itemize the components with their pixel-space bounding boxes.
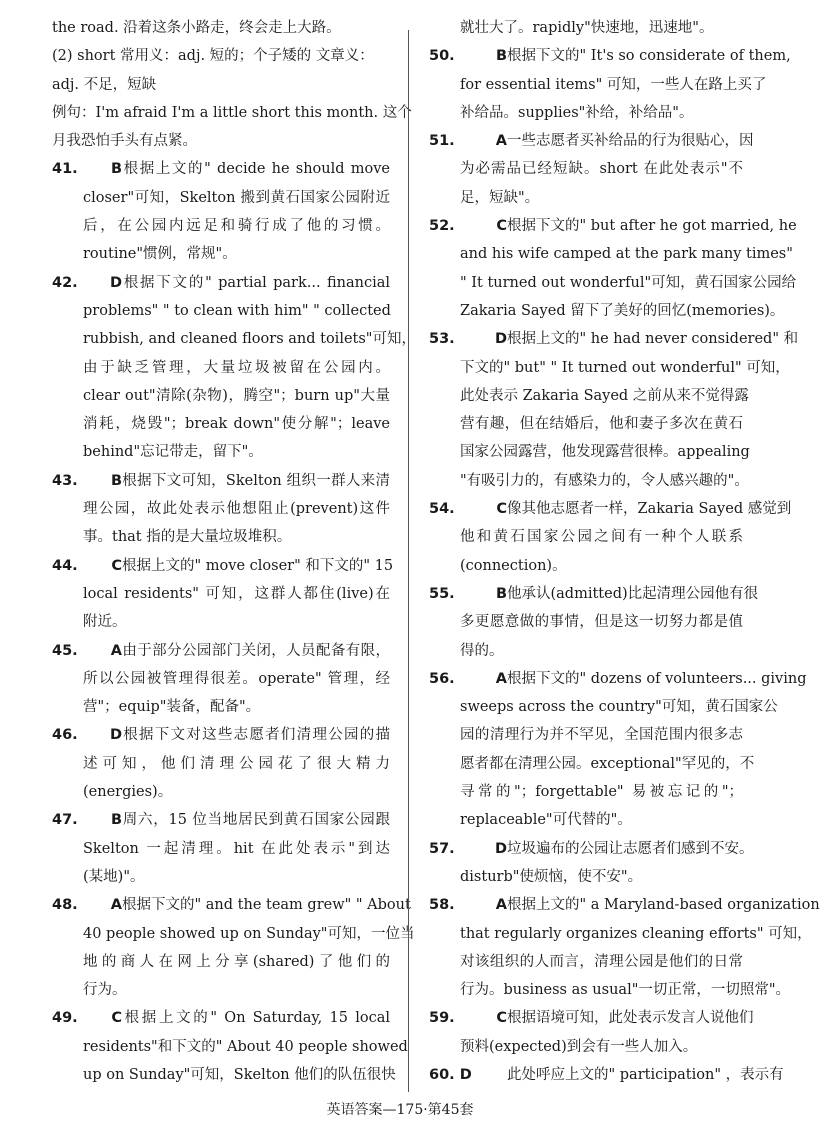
- text-line: [52, 948, 390, 976]
- line-text: 根据上文的" he had never considered" 和: [507, 331, 799, 348]
- text-line: [52, 99, 412, 127]
- answer-number: 43. B: [52, 472, 122, 489]
- text-line: [52, 212, 390, 240]
- text-line: [429, 410, 743, 438]
- line-text: 理公园，故此处表示他想阻止(prevent)这件: [83, 501, 390, 518]
- answer-item-line: [429, 835, 754, 863]
- text-line: [52, 1061, 396, 1089]
- text-line: [52, 325, 416, 353]
- line-text: 下文的" but" " It turned out wonderful" 可知，: [460, 359, 790, 376]
- answer-item-line: [52, 467, 390, 495]
- text-line: [429, 14, 743, 42]
- line-text: 由于部分公园部门关闭，人员配备有限，: [122, 642, 390, 659]
- line-text: 像其他志愿者一样，Zakaria Sayed 感觉到: [507, 501, 792, 518]
- line-text: up on Sunday"可知，Skelton 他们的队伍很快: [83, 1066, 396, 1083]
- line-text: 事。that 指的是大量垃圾堆积。: [83, 529, 292, 546]
- answer-number: 49. C: [52, 1010, 122, 1027]
- answer-number: 59. C: [429, 1010, 507, 1027]
- text-line: [52, 14, 390, 42]
- line-text: 垃圾遍布的公园让志愿者们感到不安。: [507, 840, 754, 857]
- text-line: [52, 297, 390, 325]
- right-column: [429, 14, 820, 1089]
- answer-item-line: [429, 495, 792, 523]
- answer-number: 52. C: [429, 218, 507, 235]
- line-text: " It turned out wonderful"可知，黄石国家公园给: [460, 274, 797, 291]
- text-line: [429, 240, 793, 268]
- text-line: [52, 184, 390, 212]
- line-text: 为必需品已经短缺。short 在此处表示"不: [460, 161, 743, 178]
- text-line: [52, 354, 390, 382]
- answer-item-line: [52, 269, 390, 297]
- answer-number: 44. C: [52, 557, 122, 574]
- line-text: 园的清理行为并不罕见，全国范围内很多志: [460, 727, 743, 744]
- line-text: (2) short 常用义：adj. 短的；个子矮的 文章义：: [52, 48, 374, 65]
- answer-item-line: [429, 891, 820, 919]
- line-text: 对该组织的人而言，清理公园是他们的日常: [460, 953, 743, 970]
- line-text: for essential items" 可知，一些人在路上买了: [460, 76, 767, 93]
- line-text: "有吸引力的，有感染力的，令人感兴趣的"。: [460, 472, 749, 489]
- column-divider: [408, 30, 409, 1092]
- text-line: [429, 382, 749, 410]
- answer-number: 50. B: [429, 48, 507, 65]
- line-text: 营有趣，但在结婚后，他和妻子多次在黄石: [460, 416, 743, 433]
- text-line: [52, 580, 390, 608]
- text-line: [52, 665, 390, 693]
- text-line: [429, 297, 785, 325]
- text-line: [52, 438, 390, 466]
- answer-number: 57. D: [429, 840, 507, 857]
- line-text: 愿者都在清理公园。exceptional"罕见的，不: [460, 755, 755, 772]
- line-text: replaceable"可代替的"。: [460, 812, 632, 829]
- answer-item-line: [429, 1061, 784, 1089]
- line-text: closer"可知，Skelton 搬到黄石国家公园附近: [83, 189, 390, 206]
- answer-item-line: [429, 212, 797, 240]
- line-text: residents"和下文的" About 40 people showed: [83, 1038, 408, 1055]
- text-line: [429, 184, 743, 212]
- line-text: 根据上文的" move closer" 和下文的" 15: [122, 557, 394, 574]
- text-line: [52, 863, 390, 891]
- answer-item-line: [429, 1004, 754, 1032]
- text-line: [429, 354, 790, 382]
- text-line: [52, 382, 390, 410]
- line-text: 消耗，烧毁"；break down"使分解"；leave: [83, 416, 390, 433]
- line-text: 所以公园被管理得很差。operate" 管理，经: [83, 670, 390, 687]
- line-text: 根据下文的" and the team grew" " About: [122, 897, 411, 914]
- text-line: [52, 920, 415, 948]
- text-line: [429, 976, 791, 1004]
- line-text: routine"惯例，常规"。: [83, 246, 237, 263]
- line-text: 根据上文的" decide he should move: [122, 161, 390, 178]
- answer-number: 42. D: [52, 274, 122, 291]
- line-text: 就壮大了。rapidly"快速地，迅速地"。: [460, 20, 714, 36]
- line-text: (energies)。: [83, 784, 173, 801]
- text-line: [429, 523, 743, 551]
- line-text: 后，在公园内远足和骑行成了他的习惯。: [83, 218, 390, 235]
- line-text: 得的。: [460, 642, 504, 659]
- answer-item-line: [52, 891, 411, 919]
- line-text: (某地)"。: [83, 868, 145, 885]
- page-footer: 英语答案—175·第45套: [326, 1102, 474, 1118]
- line-text: 根据下文对这些志愿者们清理公园的描: [122, 727, 390, 744]
- answer-item-line: [429, 325, 799, 353]
- text-line: [429, 467, 749, 495]
- line-text: adj. 不足，短缺: [52, 76, 157, 93]
- line-text: 寻常的"；forgettable" 易被忘记的"；: [460, 784, 743, 801]
- line-text: 他承认(admitted)比起清理公园他有很: [507, 585, 759, 602]
- line-text: 月我恐怕手头有点紧。: [52, 133, 197, 150]
- answer-number: 53. D: [429, 331, 507, 348]
- line-text: rubbish, and cleaned floors and toilets"可知，: [83, 331, 416, 348]
- text-line: [52, 693, 390, 721]
- text-line: [52, 240, 390, 268]
- answer-item-line: [429, 665, 807, 693]
- line-text: 例句：I'm afraid I'm a little short this month. 这个: [52, 104, 412, 121]
- text-line: [429, 552, 743, 580]
- line-text: 根据上文的" a Maryland-based organization: [507, 897, 820, 914]
- line-text: 此处呼应上文的" participation" ，表示有: [507, 1066, 784, 1083]
- line-text: 40 people showed up on Sunday"可知，一位当: [83, 925, 415, 942]
- line-text: 足，短缺"。: [460, 189, 540, 206]
- text-line: [52, 71, 390, 99]
- answer-item-line: [429, 127, 754, 155]
- line-text: clear out"清除(杂物)，腾空"；burn up"大量: [83, 387, 390, 404]
- text-line: [429, 608, 743, 636]
- line-text: 补给品。supplies"补给，补给品"。: [460, 104, 694, 121]
- answer-number: 60. D: [429, 1066, 472, 1083]
- left-column: [52, 14, 416, 1089]
- line-text: 根据下文的" dozens of volunteers... giving: [507, 670, 807, 687]
- line-text: 他和黄石国家公园之间有一种个人联系: [460, 529, 743, 546]
- text-line: [429, 863, 743, 891]
- text-line: [52, 750, 390, 778]
- line-text: 根据上文的" On Saturday, 15 local: [122, 1010, 390, 1027]
- text-line: [429, 99, 743, 127]
- text-line: [429, 778, 743, 806]
- answer-number: 46. D: [52, 727, 122, 744]
- answer-number: 47. B: [52, 812, 122, 829]
- text-line: [429, 693, 778, 721]
- answer-item-line: [52, 552, 394, 580]
- line-text: 根据下文的" but after he got married, he: [507, 218, 797, 235]
- text-line: [429, 637, 743, 665]
- text-line: [429, 920, 812, 948]
- answer-number: 41. B: [52, 161, 122, 178]
- line-text: 根据下文的" partial park... financial: [122, 274, 390, 291]
- text-line: [429, 269, 797, 297]
- line-text: 地的商人在网上分享(shared)了他们的: [83, 953, 390, 970]
- line-text: 多更愿意做的事情，但是这一切努力都是值: [460, 614, 743, 631]
- answer-number: 58. A: [429, 897, 507, 914]
- line-text: problems" " to clean with him" " collected: [83, 302, 391, 319]
- line-text: and his wife camped at the park many times": [460, 246, 793, 263]
- line-text: sweeps across the country"可知，黄石国家公: [460, 699, 778, 716]
- line-text: 此处表示 Zakaria Sayed 之前从来不觉得露: [460, 387, 749, 404]
- line-text: 根据下文可知，Skelton 组织一群人来清: [122, 472, 390, 489]
- line-text: 根据下文的" It's so considerate of them,: [507, 48, 791, 65]
- text-line: [52, 835, 390, 863]
- answer-item-line: [52, 1004, 390, 1032]
- line-text: 预料(expected)到会有一些人加入。: [460, 1038, 698, 1055]
- text-line: [429, 806, 743, 834]
- answer-item-line: [429, 42, 791, 70]
- text-line: [429, 71, 767, 99]
- answer-item-line: [52, 637, 390, 665]
- text-line: [52, 1033, 408, 1061]
- answer-number: 45. A: [52, 642, 122, 659]
- text-line: [52, 608, 390, 636]
- line-text: local residents" 可知，这群人都住(live)在: [83, 585, 390, 602]
- answer-item-line: [52, 806, 390, 834]
- line-text: (connection)。: [460, 557, 567, 574]
- answer-number: 54. C: [429, 501, 507, 518]
- line-text: 国家公园露营，他发现露营很棒。appealing: [460, 444, 750, 461]
- line-text: disturb"使烦恼，使不安"。: [460, 868, 643, 885]
- text-line: [52, 778, 390, 806]
- line-text: that regularly organizes cleaning efforts" 可知，: [460, 925, 812, 942]
- line-text: 附近。: [83, 614, 127, 631]
- line-text: 由于缺乏管理，大量垃圾被留在公园内。: [83, 359, 390, 376]
- text-line: [52, 410, 390, 438]
- text-line: [429, 750, 755, 778]
- line-text: the road. 沿着这条小路走，终会走上大路。: [52, 20, 341, 36]
- line-text: 行为。: [83, 982, 127, 999]
- text-line: [52, 523, 390, 551]
- answer-number: 48. A: [52, 897, 122, 914]
- text-line: [429, 721, 743, 749]
- line-text: 根据语境可知，此处表示发言人说他们: [507, 1010, 754, 1027]
- answer-item-line: [52, 155, 390, 183]
- text-line: [429, 948, 743, 976]
- line-text: 行为。business as usual"一切正常，一切照常"。: [460, 982, 791, 999]
- text-line: [52, 127, 390, 155]
- text-line: [52, 976, 390, 1004]
- answer-number: 51. A: [429, 133, 507, 150]
- text-line: [52, 495, 390, 523]
- answer-number: 56. A: [429, 670, 507, 687]
- text-line: [52, 42, 390, 70]
- line-text: 营"；equip"装备，配备"。: [83, 699, 261, 716]
- line-text: Skelton 一起清理。hit 在此处表示"到达: [83, 840, 390, 857]
- line-text: Zakaria Sayed 留下了美好的回忆(memories)。: [460, 302, 785, 319]
- text-line: [429, 155, 743, 183]
- answer-number: 55. B: [429, 585, 507, 602]
- answer-item-line: [52, 721, 390, 749]
- line-text: 述可知，他们清理公园花了很大精力: [83, 755, 390, 772]
- line-text: 一些志愿者买补给品的行为很贴心，因: [507, 133, 754, 150]
- answer-item-line: [429, 580, 759, 608]
- text-line: [429, 1033, 743, 1061]
- text-line: [429, 438, 750, 466]
- line-text: 周六，15 位当地居民到黄石国家公园跟: [122, 812, 390, 829]
- line-text: behind"忘记带走，留下"。: [83, 444, 263, 461]
